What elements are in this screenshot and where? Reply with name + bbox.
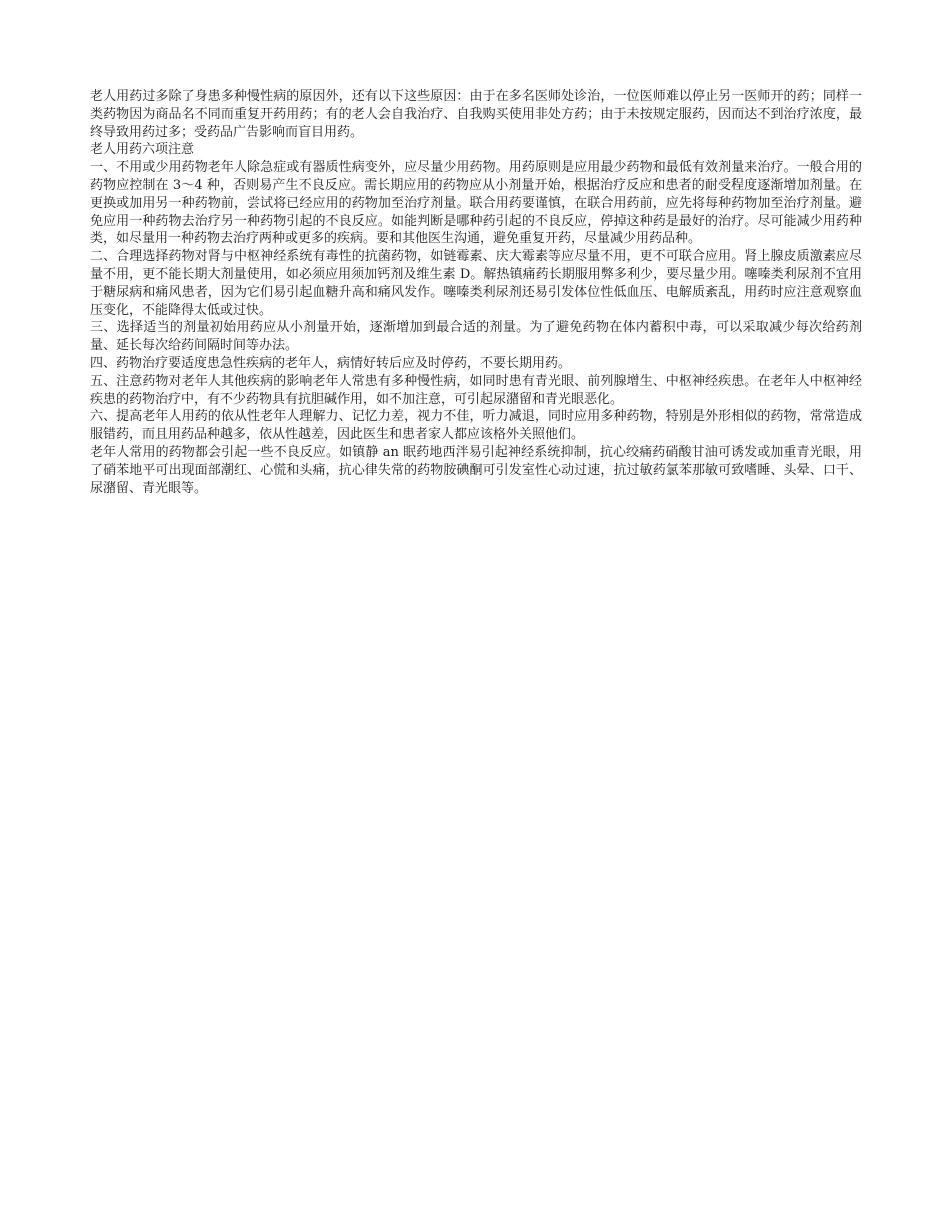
intro-paragraph: 老人用药过多除了身患多种慢性病的原因外，还有以下这些原因：由于在多名医师处诊治，一位医师难以停止另一医师开的药；同样一类药物因为商品名不同而重复开药用药；有的老人会自我治疗、自我购买使用非处方药；由于未按规定服药，因而达不到治疗浓度，最终导致用药过多；受药品广告影响而盲目用药。 — [90, 89, 862, 140]
document-body — [90, 88, 862, 497]
item-3-paragraph: 三、选择适当的剂量初始用药应从小剂量开始，逐渐增加到最合适的剂量。为了避免药物在体内蓄积中毒，可以采取减少每次给药剂量、延长每次给药间隔时间等办法。 — [90, 320, 862, 354]
item-6-paragraph: 六、提高老年人用药的依从性老年人理解力、记忆力差，视力不佳，听力减退，同时应用多种药物，特别是外形相似的药物，常常造成服错药，而且用药品种越多，依从性越差，因此医生和患者家人都应该格外关照他们。 — [90, 409, 862, 443]
section-heading: 老人用药六项注意 — [90, 142, 195, 158]
closing-paragraph: 老年人常用的药物都会引起一些不良反应。如镇静 an 眠药地西泮易引起神经系统抑制，抗心绞痛药硝酸甘油可诱发或加重青光眼，用了硝苯地平可出现面部潮红、心慌和头痛，抗心律失常的药物胺碘酮可引发室性心动过速，抗过敏药氯苯那敏可致嗜睡、头晕、口干、尿潴留、青光眼等。 — [90, 444, 862, 496]
item-2-paragraph: 二、合理选择药物对肾与中枢神经系统有毒性的抗菌药物，如链霉素、庆大霉素等应尽量不用，更不可联合应用。肾上腺皮质激素应尽量不用，更不能长期大剂量使用，如必须应用须加钙剂及维生素 D。解热镇痛药长期服用弊多利少，要尽量少用。噻嗪类利尿剂不宜用于糖尿病和痛风患者，因为它们易引起血糖升高和痛风发作。噻嗪类利尿剂还易引发体位性低血压、电解质紊乱，用药时应注意观察血压变化，不能降得太低或过快。 — [90, 249, 862, 318]
item-5-paragraph: 五、注意药物对老年人其他疾病的影响老年人常患有多种慢性病，如同时患有青光眼、前列腺增生、中枢神经疾患。在老年人中枢神经疾患的药物治疗中，有不少药物具有抗胆碱作用，如不加注意，可引起尿潴留和青光眼恶化。 — [90, 373, 862, 407]
item-4-paragraph: 四、药物治疗要适度患急性疾病的老年人，病情好转后应及时停药，不要长期用药。 — [90, 355, 572, 371]
item-1-paragraph: 一、不用或少用药物老年人除急症或有器质性病变外，应尽量少用药物。用药原则是应用最少药物和最低有效剂量来治疗。一般合用的药物应控制在 3～4 种，否则易产生不良反应。需长期应用的药物应从小剂量开始，根据治疗反应和患者的耐受程度逐渐增加剂量。在更换或加用另一种药物前，尝试将已经应用的药物加至治疗剂量。联合用药要谨慎，在联合用药前，应先将每种药物加至治疗剂量。避免应用一种药物去治疗另一种药物引起的不良反应。如能判断是哪种药引起的不良反应，停掉这种药是最好的治疗。尽可能减少用药种类，如尽量用一种药物去治疗两种或更多的疾病。要和其他医生沟通，避免重复开药，尽量减少用药品种。 — [90, 160, 862, 247]
